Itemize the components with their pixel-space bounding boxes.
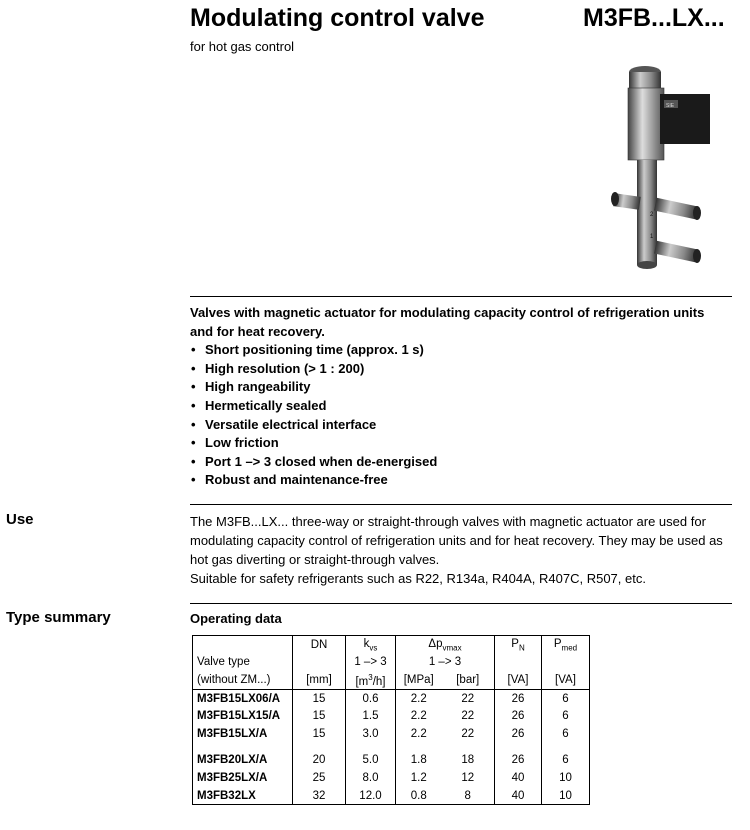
table-units-row <box>193 671 590 689</box>
unit-kvs: $[m^3/h]$ <box>346 671 396 689</box>
operating-data-table <box>192 635 590 805</box>
unit-dn: [mm] <box>293 671 346 689</box>
list-item: • Short positioning time (approx. 1 s) <box>190 341 730 360</box>
table-row: M3FB15LX15/A 15 1.5 2.2 22 26 6 <box>193 707 590 725</box>
port-1-label: 1 <box>650 234 654 240</box>
header-dp-port: 1 –> 3 <box>396 654 495 672</box>
page-title: Modulating control valve <box>190 4 485 32</box>
unit-bar: [bar] <box>442 671 495 689</box>
section-label-type-summary: Type summary <box>6 609 111 626</box>
list-item: • Low friction <box>190 434 730 453</box>
unit-mpa: [MPa] <box>396 671 442 689</box>
list-item: • Hermetically sealed <box>190 397 730 416</box>
table-row: M3FB15LX/A 15 3.0 2.2 22 26 6 <box>193 725 590 743</box>
operating-data-heading: Operating data <box>190 611 282 626</box>
port-2-label: 2 <box>650 212 654 218</box>
header-dn: DN <box>293 636 346 654</box>
unit-pmed: [VA] <box>542 671 590 689</box>
table-row: M3FB32LX 32 12.0 0.8 8 40 10 <box>193 787 590 805</box>
table-header-row <box>193 654 590 672</box>
header-without: (without ZM...) <box>193 671 293 689</box>
intro-section <box>190 304 730 490</box>
divider <box>190 603 732 604</box>
valve-product-image <box>600 60 720 275</box>
list-item: • Robust and maintenance-free <box>190 471 730 490</box>
unit-pn: [VA] <box>495 671 542 689</box>
product-code: M3FB...LX... <box>583 4 725 32</box>
intro-lead: Valves with magnetic actuator for modulating capacity control of refrigeration units and for heat recovery. <box>190 305 705 339</box>
header-kvs: $k_{vs}$ <box>346 636 396 654</box>
table-row: M3FB15LX06/A 15 0.6 2.2 22 26 6 <box>193 689 590 707</box>
divider <box>190 504 732 505</box>
section-label-use: Use <box>6 511 34 528</box>
list-item: • High rangeability <box>190 378 730 397</box>
use-text: The M3FB...LX... three-way or straight-through valves with magnetic actuator are used for modulating capacity control of refrigeration units and for heat recovery. They may be used as hot gas diverting or straight-through valves. <box>190 514 723 567</box>
header-dp: $\Delta p_{vmax}$ <box>396 636 495 654</box>
divider <box>190 296 732 297</box>
use-text-refrigerants: Suitable for safety refrigerants such as R22, R134a, R404A, R407C, R507, etc. <box>190 571 646 586</box>
header-valve-type: Valve type <box>193 654 293 672</box>
page-subtitle: for hot gas control <box>190 39 295 54</box>
header-pmed: $P_{med}$ <box>542 636 590 654</box>
list-item: • Port 1 –> 3 closed when de-energised <box>190 453 730 472</box>
use-section <box>190 512 730 588</box>
photo-label: SIE <box>666 103 675 109</box>
header-pn: $P_N$ <box>495 636 542 654</box>
table-spacer-row <box>193 743 590 752</box>
table-row: M3FB20LX/A 20 5.0 1.8 18 26 6 <box>193 752 590 770</box>
header-kvs-port: 1 –> 3 <box>346 654 396 672</box>
feature-list <box>190 341 730 490</box>
list-item: • Versatile electrical interface <box>190 416 730 435</box>
table-header-row <box>193 636 590 654</box>
table-row: M3FB25LX/A 25 8.0 1.2 12 40 10 <box>193 769 590 787</box>
list-item: • High resolution (> 1 : 200) <box>190 360 730 379</box>
